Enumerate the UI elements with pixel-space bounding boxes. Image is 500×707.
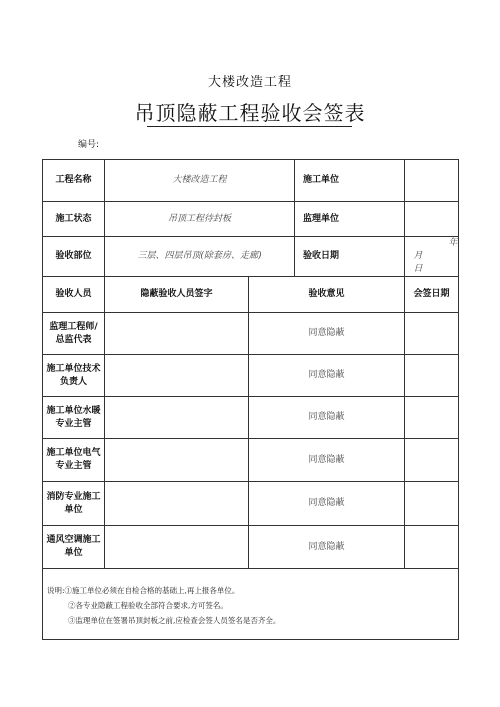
sign-date-cell[interactable] [405,313,459,355]
note-1: 说明:①施工单位必须在自检合格的基础上,再上报各单位。 [47,586,240,595]
role-line-1: 消防专业施工 [46,491,101,502]
inspection-part-label: 验收部位 [43,237,105,277]
role-line-1: 施工单位技术 [46,363,101,374]
status-value: 吊顶工程待封板 [105,202,295,237]
contractor-label: 施工单位 [295,160,405,202]
date-year: 年 [448,238,458,248]
signature-cell[interactable] [105,526,249,569]
signature-cell[interactable] [105,313,249,355]
opinion-cell: 同意隐蔽 [249,313,405,355]
opinion-cell: 同意隐蔽 [249,482,405,526]
project-name-row [43,160,459,202]
role-line-2: 单位 [64,504,83,515]
role-line-1: 监理工程师/ [49,321,98,332]
opinion-header: 验收意见 [249,277,405,313]
date-day: 日 [413,264,423,274]
role-line-2: 专业主管 [55,461,92,471]
signature-cell[interactable] [105,439,249,482]
serial-number-label: 编号: [78,140,100,150]
sign-date-cell[interactable] [405,439,459,482]
sign-row [43,439,459,482]
project-name-label: 工程名称 [43,160,105,202]
inspection-date-label: 验收日期 [295,237,405,277]
status-row [43,202,459,237]
signature-cell[interactable] [105,355,249,397]
opinion-cell: 同意隐蔽 [249,397,405,439]
role-line-2: 总监代表 [55,334,92,345]
sign-date-cell[interactable] [405,526,459,569]
role-line-2: 单位 [64,548,83,558]
date-month: 月 [413,251,423,261]
role-line-1: 施工单位电气 [46,448,101,458]
inspection-part-value: 三层、四层吊顶(除套房、走廊) [105,237,295,277]
role-line-2: 专业主管 [55,418,92,429]
notes-row [43,569,459,640]
sign-date-cell[interactable] [405,355,459,397]
status-label: 施工状态 [43,202,105,237]
contractor-value[interactable] [405,160,459,202]
supervisor-value[interactable] [405,202,459,237]
role-label [43,355,105,397]
opinion-cell: 同意隐蔽 [249,439,405,482]
personnel-header: 验收人员 [43,277,105,313]
project-name-value: 大楼改造工程 [105,160,295,202]
signature-cell[interactable] [105,482,249,526]
note-3: ③监理单位在签署吊顶封板之前,应检查会签人员签名是否齐全。 [68,616,281,625]
role-line-1: 通风空调施工 [46,535,101,545]
signature-cell[interactable] [105,397,249,439]
role-label [43,313,105,355]
sign-row [43,355,459,397]
sign-row [43,526,459,569]
sign-date-header: 会签日期 [405,277,459,313]
role-label [43,439,105,482]
opinion-cell: 同意隐蔽 [249,355,405,397]
sign-date-cell[interactable] [405,397,459,439]
title-underline [147,126,352,127]
role-label [43,482,105,526]
part-row [43,237,459,277]
signature-header: 隐蔽验收人员签字 [105,277,249,313]
role-label [43,397,105,439]
role-label [43,526,105,569]
note-2: ②各专业隐蔽工程验收全部符合要求,方可签名。 [68,601,228,610]
sign-date-cell[interactable] [405,482,459,526]
role-line-1: 施工单位水暖 [46,405,101,416]
notes-cell [43,569,459,640]
sign-row [43,397,459,439]
sign-header-row [43,277,459,313]
form-title: 吊顶隐蔽工程验收会签表 [134,101,366,125]
supervisor-label: 监理单位 [295,202,405,237]
inspection-date-value[interactable] [405,237,459,277]
role-line-2: 负责人 [59,376,87,387]
project-header: 大楼改造工程 [207,75,292,90]
sign-row [43,482,459,526]
sign-row [43,313,459,355]
inspection-sign-off-table [42,159,459,640]
opinion-cell: 同意隐蔽 [249,526,405,569]
